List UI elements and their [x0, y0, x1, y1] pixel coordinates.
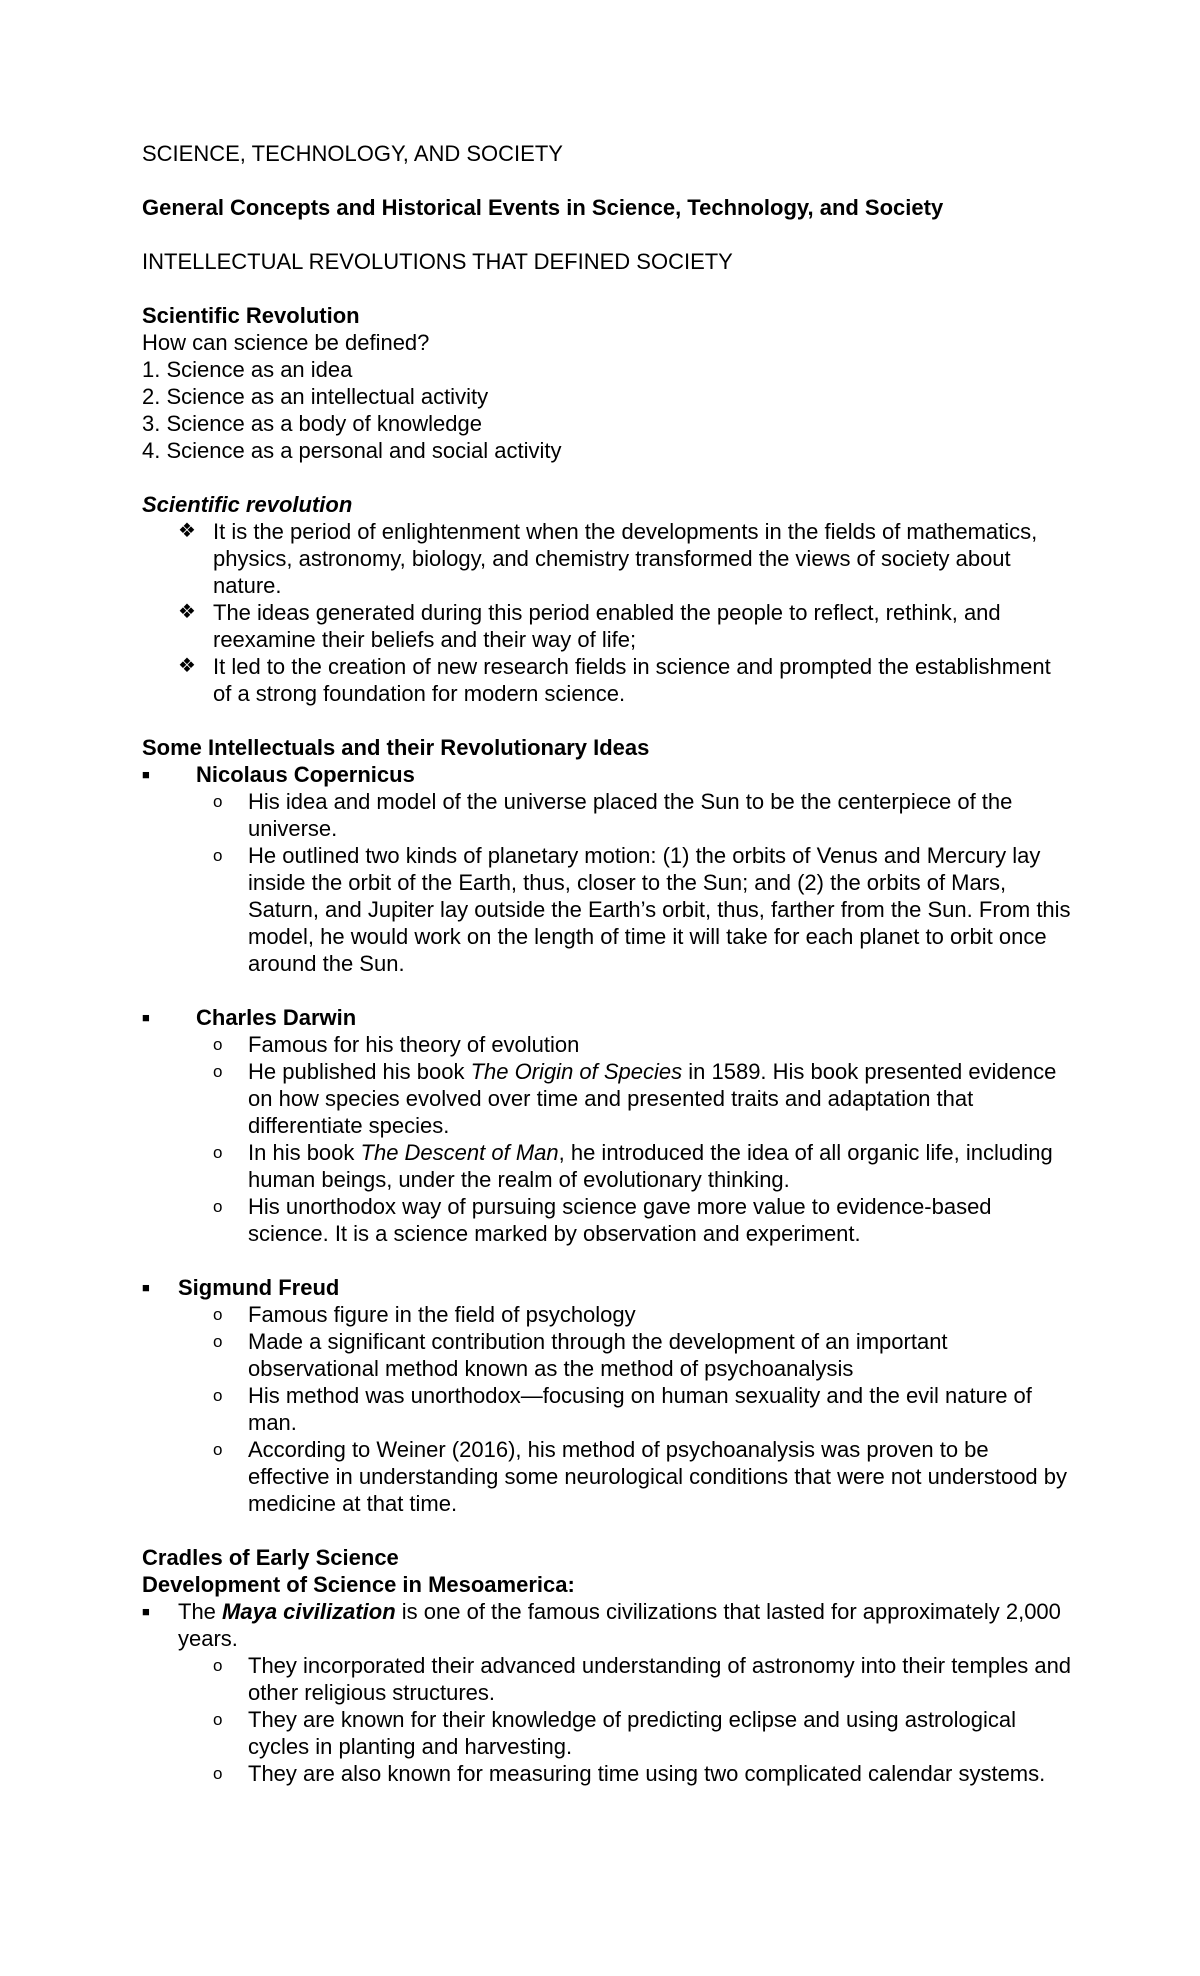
diamond-bullet-icon: ❖ — [178, 601, 196, 623]
list-item: o They are known for their knowledge of predicting eclipse and using astrological cycles in planting and harvesting. — [213, 1707, 1016, 1759]
circle-bullet-icon: o — [213, 792, 223, 811]
definition-item: 4. Science as a personal and social activity — [142, 438, 562, 463]
document-body — [142, 140, 1072, 1787]
square-bullet-icon: ■ — [142, 1280, 150, 1295]
circle-bullet-icon: o — [213, 1386, 223, 1405]
circle-bullet-icon: o — [213, 1035, 223, 1054]
scientific-revolution-subheading: Scientific revolution — [142, 492, 353, 517]
circle-bullet-icon: o — [213, 1656, 223, 1675]
scientific-revolution-heading: Scientific Revolution — [142, 303, 360, 328]
list-item: ❖ It is the period of enlightenment when the developments in the fields of mathematics, physics, astronomy, biology, and chemistry transformed the views of society about nature. — [178, 519, 1038, 598]
list-item: o Made a significant contribution through the development of an important observational method known as the method of psychoanalysis — [213, 1329, 948, 1381]
document-title: SCIENCE, TECHNOLOGY, AND SOCIETY — [142, 141, 563, 166]
book-title: The Origin of Species — [470, 1059, 683, 1084]
document-subtitle: General Concepts and Historical Events in Science, Technology, and Society — [142, 195, 944, 220]
circle-bullet-icon: o — [213, 1764, 223, 1783]
intellectual-name: ■ Nicolaus Copernicus — [142, 762, 415, 787]
section-heading: INTELLECTUAL REVOLUTIONS THAT DEFINED SOCIETY — [142, 249, 733, 274]
circle-bullet-icon: o — [213, 1197, 223, 1216]
intellectuals-heading: Some Intellectuals and their Revolutionary Ideas — [142, 735, 650, 760]
list-item: o He published his book The Origin of Species in 1589. His book presented evidence on how species evolved over time and presented traits and adaptation that differentiate species. — [213, 1059, 1057, 1138]
square-bullet-icon: ■ — [142, 1604, 150, 1619]
list-item: o They incorporated their advanced understanding of astronomy into their temples and other religious structures. — [213, 1653, 1072, 1705]
list-item: o They are also known for measuring time using two complicated calendar systems. — [213, 1761, 1046, 1786]
circle-bullet-icon: o — [213, 1305, 223, 1324]
maya-term: Maya civilization — [222, 1599, 396, 1624]
diamond-bullet-icon: ❖ — [178, 655, 196, 677]
list-item: ■ The Maya civilization is one of the famous civilizations that lasted for approximately 2,000 years. — [142, 1599, 1061, 1651]
definition-item: 3. Science as a body of knowledge — [142, 411, 483, 436]
circle-bullet-icon: o — [213, 1710, 223, 1729]
definition-item: 2. Science as an intellectual activity — [142, 384, 489, 409]
book-title: The Descent of Man — [360, 1140, 559, 1165]
list-item: o His method was unorthodox—focusing on human sexuality and the evil nature of man. — [213, 1383, 1032, 1435]
circle-bullet-icon: o — [213, 1440, 223, 1459]
square-bullet-icon: ■ — [142, 767, 150, 782]
list-item: o Famous for his theory of evolution — [213, 1032, 580, 1057]
list-item: o Famous figure in the field of psychology — [213, 1302, 636, 1327]
circle-bullet-icon: o — [213, 1332, 223, 1351]
list-item: o He outlined two kinds of planetary motion: (1) the orbits of Venus and Mercury lay inside the orbit of the Earth, thus, closer to the Sun; and (2) the orbits of Mars, Saturn, and Jupiter lay outside the Earth’s orbit, thus, farther from the Sun. From this model, he would work on the length of time it will take for each planet to orbit once around the Sun. — [213, 843, 1071, 976]
circle-bullet-icon: o — [213, 846, 223, 865]
list-item: o According to Weiner (2016), his method of psychoanalysis was proven to be effective in understanding some neurological conditions that were not understood by medicine at that time. — [213, 1437, 1068, 1516]
list-item: o His unorthodox way of pursuing science gave more value to evidence-based science. It is a science marked by observation and experiment. — [213, 1194, 992, 1246]
list-item: ❖ It led to the creation of new research fields in science and prompted the establishment of a strong foundation for modern science. — [178, 654, 1051, 706]
mesoamerica-subheading: Development of Science in Mesoamerica: — [142, 1572, 575, 1597]
intellectual-name: ■ Charles Darwin — [142, 1005, 357, 1030]
definition-item: 1. Science as an idea — [142, 357, 353, 382]
definition-question: How can science be defined? — [142, 330, 430, 355]
list-item: ❖ The ideas generated during this period enabled the people to reflect, rethink, and reexamine their beliefs and their way of life; — [178, 600, 1001, 652]
circle-bullet-icon: o — [213, 1062, 223, 1081]
square-bullet-icon: ■ — [142, 1010, 150, 1025]
cradles-heading: Cradles of Early Science — [142, 1545, 399, 1570]
intellectual-name: ■ Sigmund Freud — [142, 1275, 340, 1300]
list-item: o In his book The Descent of Man, he introduced the idea of all organic life, including human beings, under the realm of evolutionary thinking. — [213, 1140, 1053, 1192]
diamond-bullet-icon: ❖ — [178, 520, 196, 542]
circle-bullet-icon: o — [213, 1143, 223, 1162]
list-item: o His idea and model of the universe placed the Sun to be the centerpiece of the universe. — [213, 789, 1013, 841]
